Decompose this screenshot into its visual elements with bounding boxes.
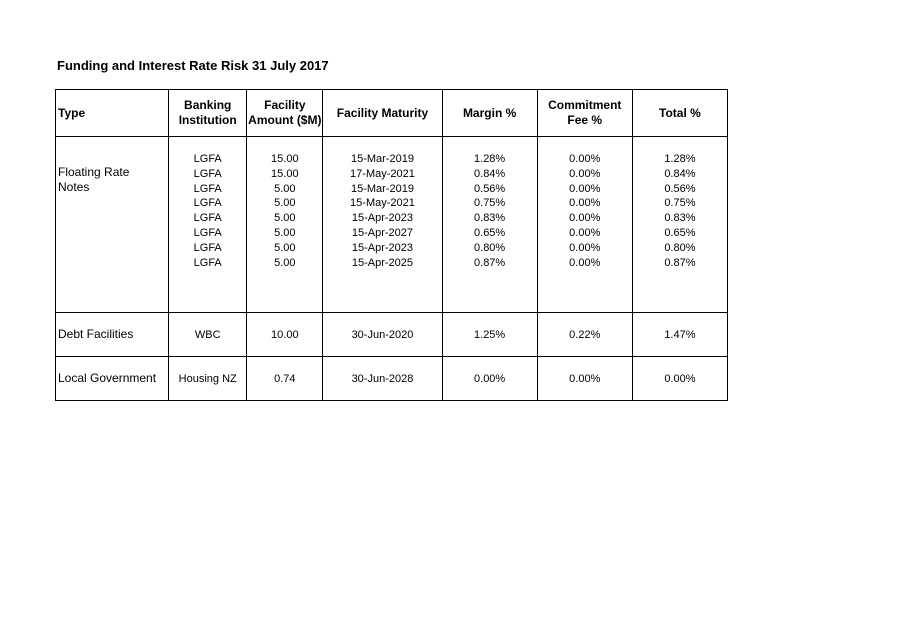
list-item: 5.00 (274, 197, 296, 210)
list-item: 0.75% (664, 197, 696, 210)
list-item: LGFA (193, 153, 222, 165)
list-item: 5.00 (274, 226, 296, 239)
header-bank-line2: Institution (178, 113, 237, 127)
list-item: LGFA (193, 226, 222, 239)
page-title: Funding and Interest Rate Risk 31 July 2017 (57, 58, 329, 73)
list-item: 0.00% (569, 197, 601, 210)
list-item: 5.00 (274, 212, 296, 225)
debt-maturity-cell: 30-Jun-2020 (323, 313, 442, 357)
header-total: Total % (632, 90, 727, 137)
type-floating-line2: Notes (58, 179, 90, 194)
list-item: 1.28% (664, 153, 696, 165)
local-gov-total-cell: 0.00% (632, 357, 727, 401)
list-item: 15.00 (271, 167, 299, 180)
debt-amount-cell: 10.00 (247, 313, 323, 357)
list-item: 0.84% (474, 167, 506, 180)
header-amount-line2: Amount ($M) (248, 113, 322, 127)
total-list-cell (632, 137, 727, 313)
maturity-list-cell (323, 137, 442, 313)
list-item: 0.00% (569, 241, 601, 254)
list-item: 5.00 (274, 182, 296, 195)
table-row-debt-facilities (56, 313, 728, 357)
bank-list-cell (169, 137, 247, 313)
list-item: 5.00 (274, 241, 296, 254)
list-item: LGFA (193, 241, 222, 254)
list-item: 15-Apr-2025 (351, 256, 414, 269)
table-row-local-government (56, 357, 728, 401)
header-commit-line1: Commitment (548, 98, 622, 113)
list-item: 0.80% (664, 241, 696, 254)
debt-fee-cell: 0.22% (537, 313, 632, 357)
list-item: 17-May-2021 (350, 167, 415, 180)
type-cell-floating (56, 137, 169, 313)
list-item: 0.00% (569, 256, 601, 269)
header-commit-line2: Fee % (567, 113, 603, 127)
list-item: 0.56% (474, 182, 506, 195)
header-type: Type (56, 90, 169, 137)
list-item: 0.83% (664, 212, 696, 225)
fee-list-cell (537, 137, 632, 313)
list-item: 0.00% (569, 153, 601, 165)
type-floating-line1: Floating Rate (58, 165, 130, 179)
header-commitment-fee (537, 90, 632, 137)
list-item: 5.00 (274, 256, 296, 269)
list-item: 0.87% (664, 256, 696, 269)
list-item: 15-Apr-2023 (351, 241, 414, 254)
list-item: 0.56% (664, 182, 696, 195)
list-item: 0.75% (474, 197, 506, 210)
header-amount-line1: Facility (264, 98, 306, 113)
header-bank-line1: Banking (184, 98, 232, 113)
debt-total-cell: 1.47% (632, 313, 727, 357)
list-item: 15-Apr-2027 (351, 226, 414, 239)
header-banking-institution (169, 90, 247, 137)
list-item: 0.00% (569, 212, 601, 225)
margin-list-cell (442, 137, 537, 313)
list-item: 15-Apr-2023 (351, 212, 414, 225)
type-cell-local-government: Local Government (56, 357, 169, 401)
list-item: LGFA (193, 256, 222, 269)
local-gov-fee-cell: 0.00% (537, 357, 632, 401)
local-gov-margin-cell: 0.00% (442, 357, 537, 401)
local-gov-bank-cell: Housing NZ (169, 357, 247, 401)
list-item: 0.65% (474, 226, 506, 239)
list-item: 0.87% (474, 256, 506, 269)
header-row (56, 90, 728, 137)
list-item: LGFA (193, 167, 222, 180)
list-item: 15-Mar-2019 (350, 182, 414, 195)
list-item: LGFA (193, 212, 222, 225)
local-gov-maturity-cell: 30-Jun-2028 (323, 357, 442, 401)
list-item: 0.65% (664, 226, 696, 239)
type-cell-debt: Debt Facilities (56, 313, 169, 357)
list-item: 0.80% (474, 241, 506, 254)
list-item: 0.00% (569, 226, 601, 239)
list-item: 0.00% (569, 167, 601, 180)
header-margin: Margin % (442, 90, 537, 137)
amount-list-cell (247, 137, 323, 313)
list-item: 0.84% (664, 167, 696, 180)
local-gov-amount-cell: 0.74 (247, 357, 323, 401)
debt-bank-cell: WBC (169, 313, 247, 357)
debt-margin-cell: 1.25% (442, 313, 537, 357)
list-item: LGFA (193, 182, 222, 195)
header-facility-amount (247, 90, 323, 137)
list-item: 0.83% (474, 212, 506, 225)
table-row-floating-rate-notes (56, 137, 728, 313)
header-facility-maturity: Facility Maturity (323, 90, 442, 137)
list-item: 0.00% (569, 182, 601, 195)
list-item: LGFA (193, 197, 222, 210)
list-item: 15.00 (271, 153, 299, 165)
list-item: 1.28% (474, 153, 506, 165)
funding-table (55, 89, 728, 401)
list-item: 15-Mar-2019 (350, 153, 414, 165)
list-item: 15-May-2021 (350, 197, 415, 210)
